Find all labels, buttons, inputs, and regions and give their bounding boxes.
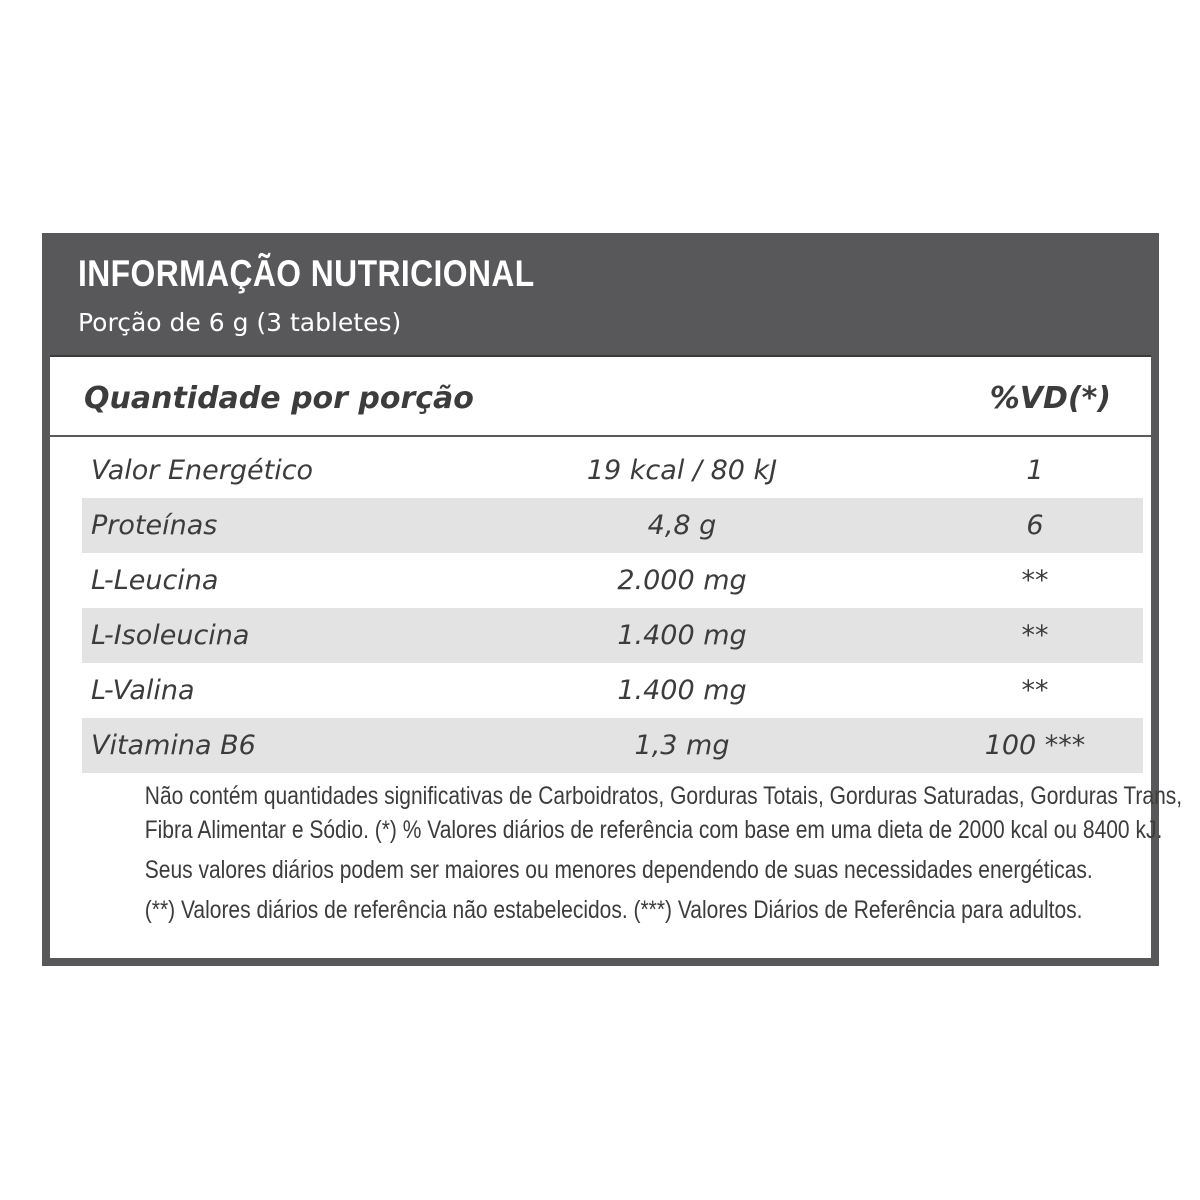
footnote-line: Não contém quantidades significativas de Carboidratos, Gorduras Totais, Gorduras Saturadas, Gorduras Trans, [144, 782, 1183, 810]
nutrient-name: L-Leucina [91, 565, 219, 596]
nutrient-daily-value: 1 [1026, 455, 1044, 486]
footnote-line: Seus valores diários podem ser maiores ou menores dependendo de suas necessidades energéticas. [144, 856, 1093, 884]
table-row [82, 498, 1143, 553]
nutrient-daily-value: 6 [1026, 510, 1044, 541]
footnotes [58, 779, 1183, 927]
nutrient-amount: 19 kcal / 80 kJ [586, 455, 778, 486]
column-header-amount: Quantidade por porção [84, 381, 474, 416]
column-header-daily-value: %VD(*) [989, 381, 1111, 416]
footnote-line: Fibra Alimentar e Sódio. (*) % Valores diários de referência com base em uma dieta de 2000 kcal ou 8400 kJ. [144, 816, 1163, 844]
nutrient-name: L-Isoleucina [91, 620, 250, 651]
nutrient-amount: 1.400 mg [617, 620, 747, 651]
nutrition-facts-panel [42, 233, 1183, 966]
table-row [82, 608, 1143, 663]
nutrient-amount: 1.400 mg [617, 675, 747, 706]
header-divider [50, 435, 1151, 437]
nutrient-amount: 2.000 mg [617, 565, 747, 596]
panel-title: INFORMAÇÃO NUTRICIONAL [78, 253, 535, 294]
nutrient-daily-value: ** [1021, 675, 1049, 706]
nutrient-name: Valor Energético [91, 455, 314, 486]
nutrient-rows [82, 443, 1143, 773]
table-row [82, 443, 1143, 498]
nutrient-daily-value: 100 *** [984, 730, 1086, 761]
nutrient-amount: 1,3 mg [634, 730, 730, 761]
nutrient-name: Proteínas [91, 510, 218, 541]
nutrient-amount: 4,8 g [647, 510, 717, 541]
nutrient-daily-value: ** [1021, 565, 1049, 596]
nutrition-table [50, 355, 1183, 958]
nutrient-name: Vitamina B6 [91, 730, 256, 761]
table-row [82, 663, 1143, 718]
serving-size: Porção de 6 g (3 tabletes) [78, 308, 402, 337]
table-row [82, 553, 1143, 608]
footnote-line: (**) Valores diários de referência não estabelecidos. (***) Valores Diários de Referência para adultos. [144, 896, 1083, 924]
table-row [82, 718, 1143, 773]
nutrient-daily-value: ** [1021, 620, 1049, 651]
nutrient-name: L-Valina [91, 675, 195, 706]
